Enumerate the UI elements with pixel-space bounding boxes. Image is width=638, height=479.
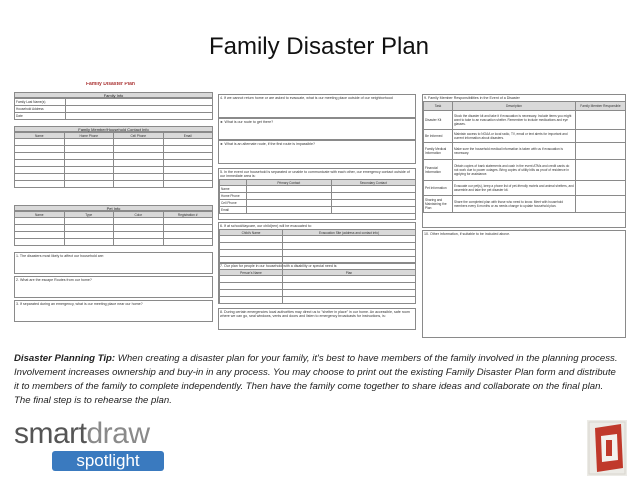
q10-box	[422, 230, 626, 338]
q4-label: 4. If we cannot return home or are asked to evacuate, what is our meeting place outside of our neighborhood	[220, 96, 393, 100]
q1-label: 1. The disasters most likely to affect our household are:	[16, 254, 104, 258]
q5-col-primary: Primary Contact	[247, 180, 332, 186]
table-row	[424, 196, 626, 213]
q1-box	[14, 252, 213, 274]
task-description: Obtain copies of bank statements and cash in the event ATMs and credit cards do not work due to power outages. Bring copies of utility bills as proof of residence in applying for assistance.	[453, 160, 576, 181]
q8-label: 8. During certain emergencies local authorities may direct us to "shelter in place" in our home. An accessible, safe room where we can go, seal windows, vents and doors and listen to emergency broadcasts for instructions, is:	[220, 310, 410, 319]
task-name: Pet Information	[424, 181, 453, 196]
table-row	[15, 239, 213, 246]
task-description: Stock the disaster kit and take it if evacuation is necessary. Include items you might want to take to an evacuation shelter. Remember to include medications and eye glasses.	[453, 111, 576, 130]
table-row	[424, 160, 626, 181]
table-row	[220, 276, 416, 283]
contact-info-table	[14, 132, 213, 188]
q3-box	[14, 300, 213, 322]
disaster-plan-form	[14, 80, 626, 348]
logo-smart: smart	[14, 417, 87, 450]
tip-label: Disaster Planning Tip:	[14, 353, 116, 364]
logo-wordmark	[14, 418, 150, 450]
contact-col-email: Email	[163, 133, 213, 139]
q4b-label: ► What is an alternate route, if the first route is impassible?	[220, 142, 316, 146]
q7-box	[218, 262, 416, 304]
pet-info-header: Pet Info	[14, 205, 213, 211]
table-row	[424, 181, 626, 196]
q9-col-description: Description	[453, 102, 576, 111]
q7-col-person: Person's Name	[220, 270, 283, 276]
table-row	[220, 297, 416, 304]
pet-col-color: Color	[114, 212, 164, 218]
q5-label: 5. In the event our household is separated or unable to communicate with each other, our emergency contact outside of our immediate area is:	[220, 170, 410, 179]
q6-col-site: Evacuation Site (address and contact info)	[283, 230, 416, 236]
table-row	[220, 236, 416, 243]
q5-table	[219, 179, 416, 214]
q9-col-responsible: Family Member Responsible	[576, 102, 626, 111]
task-name: Family Medical Information	[424, 143, 453, 160]
table-row	[424, 143, 626, 160]
contact-info-header: Family Member/Household Contact Info	[14, 126, 213, 132]
q2-label: 2. What are the escape Routes from our home?	[16, 278, 92, 282]
pet-col-name: Name	[15, 212, 65, 218]
q5-row-cell-phone: Cell Phone	[220, 200, 247, 207]
q10-label: 10. Other information, if suitable to be included above.	[424, 232, 511, 236]
q5-row-home-phone: Home Phone	[220, 193, 247, 200]
pet-col-type: Type	[64, 212, 114, 218]
q7-col-plan: Plan	[283, 270, 416, 276]
q4b-box	[218, 140, 416, 164]
q5-box	[218, 168, 416, 220]
table-row	[220, 290, 416, 297]
q8-box	[218, 308, 416, 330]
family-name-label: Family Last Name(s)	[15, 99, 66, 106]
q5-row-email: Email	[220, 207, 247, 214]
table-row	[220, 250, 416, 257]
emergency-sign-icon	[587, 420, 627, 476]
task-description: Make sure the household medical information is taken with us if evacuation is necessary.	[453, 143, 576, 160]
q7-table	[219, 269, 416, 304]
table-row	[15, 160, 213, 167]
q4a-box	[218, 118, 416, 140]
q5-col-secondary: Secondary Contact	[331, 180, 416, 186]
q6-col-child: Child's Name	[220, 230, 283, 236]
table-row	[15, 139, 213, 146]
tip-text: When creating a disaster plan for your family, it's best to have members of the family involved in the planning process. Involvement increases ownership and buy-in in any process. You may choose to print out the existing Family Disaster Plan form and distribute it to members of the family to complete independently. Then have the family come together to share ideas and collaborate on the final plan. The final step is to rehearse the plan.	[14, 353, 618, 406]
task-name: Be Informed	[424, 130, 453, 143]
table-row	[424, 111, 626, 130]
q6-label: 6. If at school/daycare, our child(ren) will be evacuated to:	[220, 224, 312, 228]
task-description: Share the completed plan with those who need to know. Meet with household members every 6 months or as needs change to update household plan.	[453, 196, 576, 213]
task-description: Evacuate our pet(s), keep a phone list of pet-friendly motels and animal shelters, and assemble and take the pet disaster kit.	[453, 181, 576, 196]
date-label: Date	[15, 113, 66, 120]
contact-col-cell-phone: Cell Phone	[114, 133, 164, 139]
contact-col-home-phone: Home Phone	[64, 133, 114, 139]
q9-table	[423, 101, 626, 213]
table-row	[15, 153, 213, 160]
family-info-table	[14, 98, 213, 120]
form-title: Family Disaster Plan	[86, 82, 135, 87]
q9-col-task: Task	[424, 102, 453, 111]
household-address-label: Household Address	[15, 106, 66, 113]
task-name: Disaster Kit	[424, 111, 453, 130]
pet-col-registration: Registration #	[163, 212, 213, 218]
task-name: Financial Information	[424, 160, 453, 181]
planning-tip	[14, 352, 620, 408]
logo-spotlight-badge: spotlight	[52, 451, 164, 471]
table-row	[15, 218, 213, 225]
table-row	[15, 174, 213, 181]
q4a-label: ► What is our route to get there?	[220, 120, 274, 124]
table-row	[424, 130, 626, 143]
table-row	[15, 146, 213, 153]
table-row	[220, 283, 416, 290]
table-row	[15, 232, 213, 239]
family-info-header: Family Info	[14, 92, 213, 98]
table-row	[15, 225, 213, 232]
q7-label: 7. Our plan for people in our household with a disability or special need is:	[220, 264, 338, 268]
slide-title: Family Disaster Plan	[208, 33, 430, 60]
table-row	[15, 181, 213, 188]
q2-box	[14, 276, 213, 298]
table-row	[220, 243, 416, 250]
logo-draw: draw	[86, 417, 150, 450]
task-name: Sharing and Maintaining the Plan	[424, 196, 453, 213]
pet-info-table	[14, 211, 213, 246]
q9-label: 9. Family Member Responsibilities in the Event of a Disaster	[424, 96, 520, 100]
q9-box	[422, 94, 626, 228]
q5-row-name: Name	[220, 186, 247, 193]
q3-label: 3. If separated during an emergency, what is our meeting place near our home?	[16, 302, 143, 306]
task-description: Maintain access to NOAA or local radio, TV, email or text alerts for important and current information about disasters.	[453, 130, 576, 143]
contact-col-name: Name	[15, 133, 65, 139]
smartdraw-logo	[14, 417, 150, 470]
q4-box	[218, 94, 416, 118]
table-row	[15, 167, 213, 174]
